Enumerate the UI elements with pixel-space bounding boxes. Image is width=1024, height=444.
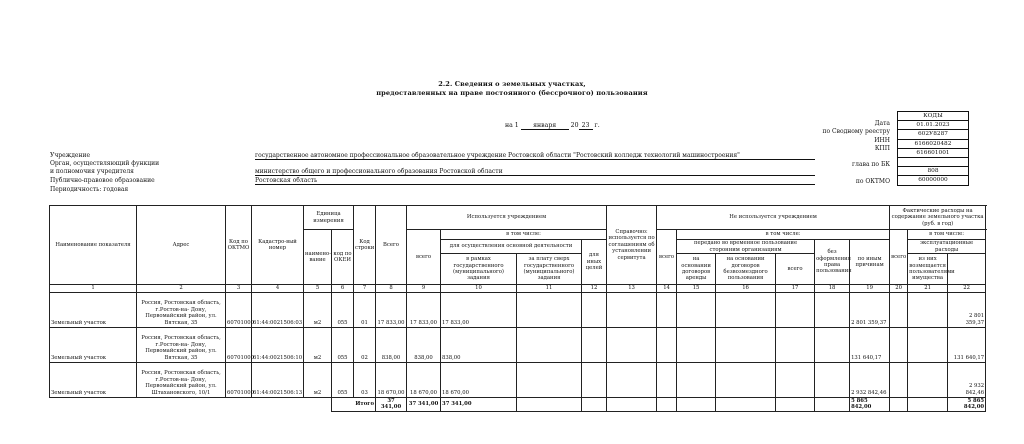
col-exp-total-header: всего xyxy=(890,230,908,285)
row-unit: м2 xyxy=(304,328,332,363)
institution-value: государственное автономное профессиональное образовательное учреждение Ростовской области "Ростовский колледж технологий машиностроения" xyxy=(255,152,740,159)
report-title-line1: 2.2. Сведения о земельных участках, xyxy=(438,80,586,88)
row-in-task: 838,00 xyxy=(441,328,517,363)
column-number: 3 xyxy=(226,285,252,293)
col-oktmo-header: Код по ОКТМО xyxy=(226,206,252,285)
col-unit-code-header: код по ОКЕИ xyxy=(332,230,354,285)
column-number: 4 xyxy=(252,285,304,293)
code-label-bk: глава по БК xyxy=(852,161,890,168)
total-used-total: 37 341,00 xyxy=(407,398,441,412)
table-row xyxy=(50,363,986,398)
column-number: 15 xyxy=(677,285,716,293)
code-kpp: 616601001 xyxy=(898,149,968,158)
column-number: 19 xyxy=(850,285,890,293)
date-year-prefix: 20 xyxy=(570,122,579,129)
column-number: 17 xyxy=(776,285,815,293)
column-number: 22 xyxy=(948,285,986,293)
row-oktmo: 60701000 xyxy=(226,363,252,398)
date-prefix: на 1 xyxy=(505,122,519,129)
codes-box xyxy=(897,111,969,186)
row-cadastre: 61:44:0021506:03 xyxy=(252,293,304,328)
column-number: 12 xyxy=(582,285,607,293)
row-address: Россия, Ростовская область, г.Ростов-на- Дону, Первомайский район, ул. Вятская, 35 xyxy=(137,293,226,328)
row-exp-total: 131 640,17 xyxy=(850,328,890,363)
pp-label: Публично-правовое образование xyxy=(50,177,155,184)
row-unit: м2 xyxy=(304,363,332,398)
column-number: 20 xyxy=(890,285,908,293)
col-used-total-header: всего xyxy=(407,230,441,285)
row-address: Россия, Ростовская область, г.Ростов-на- Дону, Первомайский район, ул. Штахановского, 10/1 xyxy=(137,363,226,398)
column-number: 7 xyxy=(354,285,376,293)
column-number: 8 xyxy=(376,285,407,293)
col-compensated-header: из них возмещается пользователями имущества xyxy=(908,254,948,285)
pp-value: Ростовская область xyxy=(255,177,318,184)
date-month: января xyxy=(521,122,569,130)
row-oktmo: 60701000 xyxy=(226,328,252,363)
column-number: 21 xyxy=(908,285,948,293)
row-used-total: 17 833,00 xyxy=(407,293,441,328)
report-title-line2: предоставленных на праве постоянного (бессрочного) пользования xyxy=(376,89,648,97)
col-unit-header: Единица измерения xyxy=(304,206,354,230)
organ-label-2: и полномочия учредителя xyxy=(50,168,134,175)
row-name: Земельный участок xyxy=(50,293,137,328)
column-numbers-row xyxy=(50,285,986,293)
col-rowcode-header: Код строки xyxy=(354,206,376,285)
col-notused-header: Не используется учреждением xyxy=(657,206,890,230)
organ-label-1: Орган, осуществляющий функции xyxy=(50,160,160,167)
period-label: Периодичность: годовая xyxy=(50,186,129,193)
row-in-task: 18 670,00 xyxy=(441,363,517,398)
column-number: 10 xyxy=(441,285,517,293)
col-cadastre-header: Кадастро-вый номер xyxy=(252,206,304,285)
col-other-goals-header: для иных целей xyxy=(582,240,607,285)
row-land-tax: 131 640,17 xyxy=(948,328,986,363)
row-total: 18 670,00 xyxy=(376,363,407,398)
col-used-incl-header: в том числе: xyxy=(441,230,607,240)
code-label-inn: ИНН xyxy=(874,137,890,144)
row-address: Россия, Ростовская область, г.Ростов-на- Дону, Первомайский район, ул. Вятская, 35 xyxy=(137,328,226,363)
row-land-tax: 2 801 359,37 xyxy=(948,293,986,328)
row-used-total: 838,00 xyxy=(407,328,441,363)
row-used-total: 18 670,00 xyxy=(407,363,441,398)
col-over-task-header: за плату сверх государственного (муниципального) задания xyxy=(517,254,582,285)
col-lease-header: на основании договоров аренды xyxy=(677,254,716,285)
row-total: 17 833,00 xyxy=(376,293,407,328)
row-name: Земельный участок xyxy=(50,363,137,398)
row-okei: 055 xyxy=(332,328,354,363)
row-unit: м2 xyxy=(304,293,332,328)
institution-label: Учреждение xyxy=(50,152,91,159)
col-notused-total-header: всего xyxy=(657,230,677,285)
codes-header: КОДЫ xyxy=(898,112,968,121)
total-label: Итого xyxy=(332,398,376,412)
code-registry: 602У8287 xyxy=(898,130,968,139)
code-label-oktmo: по ОКТМО xyxy=(855,178,890,185)
row-okei: 055 xyxy=(332,363,354,398)
row-cadastre: 61:44:0021506:13 xyxy=(252,363,304,398)
code-date: 01.01.2023 xyxy=(898,121,968,130)
row-okei: 055 xyxy=(332,293,354,328)
col-exp-incl-header: в том числе: xyxy=(908,230,986,240)
col-address-header: Адрес xyxy=(137,206,226,285)
column-number: 14 xyxy=(657,285,677,293)
col-notused-incl-header: в том числе: xyxy=(677,230,890,240)
date-year: 23 xyxy=(579,122,593,130)
col-exploitation-header: эксплуатационные расходы xyxy=(908,240,986,254)
institution-underline xyxy=(255,159,815,160)
row-exp-total: 2 932 842,46 xyxy=(850,363,890,398)
col-servitude-header: Справочно: используется по соглашениям об установлении сервитута xyxy=(607,206,657,285)
row-code: 01 xyxy=(354,293,376,328)
col-unit-name-header: наимено-вание xyxy=(304,230,332,285)
row-code: 03 xyxy=(354,363,376,398)
row-cadastre: 61:44:0021506:10 xyxy=(252,328,304,363)
column-number: 2 xyxy=(137,285,226,293)
total-in-task: 37 341,00 xyxy=(441,398,517,412)
code-808: 808 xyxy=(898,167,968,176)
column-number: 13 xyxy=(607,285,657,293)
row-total: 838,00 xyxy=(376,328,407,363)
total-total: 37 341,00 xyxy=(376,398,407,412)
column-number: 9 xyxy=(407,285,441,293)
col-transferred-header: передано во временное пользование сторонним организациям xyxy=(677,240,815,254)
total-exp-total: 5 865 842,00 xyxy=(850,398,890,412)
code-inn: 6166020482 xyxy=(898,140,968,149)
column-number: 11 xyxy=(517,285,582,293)
column-number: 16 xyxy=(716,285,776,293)
code-label-kpp: КПП xyxy=(874,145,890,152)
column-number: 6 xyxy=(332,285,354,293)
column-number: 18 xyxy=(815,285,850,293)
col-name-header: Наименование показателя xyxy=(50,206,137,285)
code-bk xyxy=(898,158,968,167)
row-in-task: 17 833,00 xyxy=(441,293,517,328)
total-row xyxy=(50,398,986,412)
col-free-use-header: на основании договоров безвозмездного пользования xyxy=(716,254,776,285)
report-date xyxy=(505,122,600,130)
col-exp-expl-total-header: всего xyxy=(776,254,815,285)
col-total-header: Всего xyxy=(376,206,407,285)
table-row xyxy=(50,293,986,328)
code-label-date: Дата xyxy=(874,120,890,127)
row-code: 02 xyxy=(354,328,376,363)
col-other-reasons-header: по иным причинам xyxy=(850,240,890,285)
organ-value: министерство общего и профессионального образования Ростовской области xyxy=(255,168,503,175)
row-exp-total: 2 801 359,37 xyxy=(850,293,890,328)
code-label-registry: по Сводному реестру xyxy=(822,128,890,135)
col-in-task-header: в рамках государственного (муниципального) задания xyxy=(441,254,517,285)
col-used-header: Используется учреждением xyxy=(407,206,607,230)
table-row xyxy=(50,328,986,363)
land-plots-table xyxy=(49,205,986,412)
column-number: 5 xyxy=(304,285,332,293)
pp-underline xyxy=(255,184,815,185)
column-number: 1 xyxy=(50,285,137,293)
col-main-activity-header: для осуществления основной деятельности xyxy=(441,240,582,254)
code-oktmo: 60000000 xyxy=(898,176,968,185)
date-suffix: г. xyxy=(594,122,600,129)
row-oktmo: 60701000 xyxy=(226,293,252,328)
organ-underline xyxy=(255,175,815,176)
col-no-docs-header: без оформления права пользования xyxy=(815,240,850,285)
row-name: Земельный участок xyxy=(50,328,137,363)
row-land-tax: 2 932 842,46 xyxy=(948,363,986,398)
total-land-tax: 5 865 842,00 xyxy=(948,398,986,412)
col-expenses-header: Фактические расходы на содержание земельного участка (руб. в год) xyxy=(890,206,986,230)
